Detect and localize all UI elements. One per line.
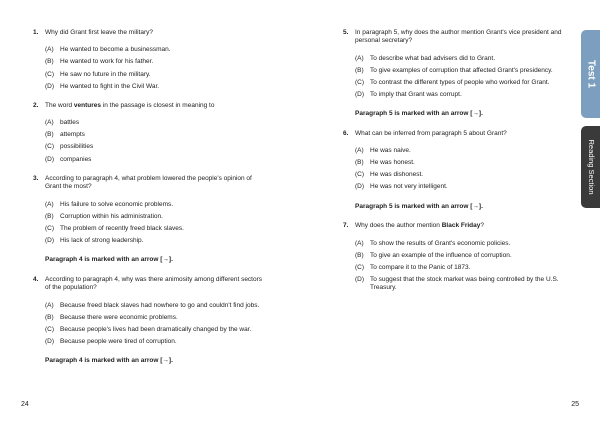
prompt-before: Why does the author mention <box>355 222 442 230</box>
left-question-column <box>33 29 263 377</box>
option-text: To imply that Grant was corrupt. <box>370 90 462 98</box>
question-7 <box>343 222 573 230</box>
option-text: He wanted to become a businessman. <box>60 46 171 54</box>
option-letter: (D) <box>45 155 55 163</box>
option-a[interactable] <box>45 46 263 54</box>
test-tab-label: Test 1 <box>585 59 596 89</box>
question-prompt: In paragraph 5, why does the author mention Grant's vice president and personal secretary? <box>355 29 562 45</box>
vocab-word: ventures <box>73 101 102 109</box>
term-black-friday: Black Friday <box>441 222 481 230</box>
question-prompt: What can be inferred from paragraph 5 about Grant? <box>355 129 507 137</box>
prompt-after: ? <box>480 222 485 230</box>
option-c[interactable] <box>355 79 573 87</box>
section-tab-label: Reading Section <box>586 139 596 195</box>
option-letter: (D) <box>45 236 55 244</box>
option-letter: (B) <box>45 313 54 321</box>
question-number: 2. <box>33 101 39 109</box>
question-3-options <box>45 201 263 246</box>
option-b[interactable] <box>355 67 573 75</box>
option-letter: (C) <box>355 78 365 86</box>
question-2-options <box>45 119 263 164</box>
option-letter: (B) <box>355 159 364 167</box>
test-tab <box>581 30 600 118</box>
option-c[interactable] <box>355 264 573 272</box>
option-text: He was naive. <box>370 147 411 155</box>
option-text: His lack of strong leadership. <box>60 236 144 244</box>
option-c[interactable] <box>355 171 573 179</box>
option-a[interactable] <box>45 201 263 209</box>
question-number: 6. <box>343 129 349 137</box>
option-text: battles <box>60 119 80 127</box>
option-letter: (D) <box>45 82 55 90</box>
option-a[interactable] <box>355 147 573 155</box>
question-1-options <box>45 46 263 91</box>
option-letter: (A) <box>355 239 364 247</box>
question-prompt: According to paragraph 4, what problem lowered the people's opinion of Grant the most? <box>45 174 252 191</box>
option-letter: (C) <box>45 325 55 333</box>
option-text: To describe what bad advisers did to Grant. <box>370 54 496 62</box>
option-b[interactable] <box>45 314 263 322</box>
question-number: 5. <box>343 29 349 36</box>
option-text: Because there were economic problems. <box>60 313 178 321</box>
option-d[interactable] <box>355 91 573 99</box>
option-text: He was honest. <box>370 159 415 167</box>
question-4-options <box>45 302 263 347</box>
option-b[interactable] <box>45 58 263 66</box>
option-b[interactable] <box>355 159 573 167</box>
option-c[interactable] <box>45 225 263 233</box>
option-b[interactable] <box>355 252 573 260</box>
option-text: His failure to solve economic problems. <box>60 200 174 208</box>
question-prompt: Why did Grant first leave the military? <box>45 29 154 36</box>
question-4 <box>33 276 263 293</box>
option-a[interactable] <box>355 240 573 248</box>
option-letter: (A) <box>355 54 364 62</box>
prompt-after: in the passage is closest in meaning to <box>101 101 215 109</box>
prompt-before: The word <box>45 101 74 109</box>
option-letter: (B) <box>355 251 364 259</box>
option-text: He wanted to fight in the Civil War. <box>60 82 160 90</box>
question-1 <box>33 29 263 37</box>
option-text: To compare it to the Panic of 1873. <box>370 263 471 271</box>
option-a[interactable] <box>45 302 263 310</box>
option-a[interactable] <box>45 119 263 127</box>
question-number: 7. <box>343 222 349 230</box>
question-number: 3. <box>33 174 39 182</box>
option-text: To show the results of Grant's economic policies. <box>370 239 511 247</box>
option-letter: (D) <box>45 337 55 345</box>
option-a[interactable] <box>355 55 573 63</box>
option-letter: (C) <box>355 171 365 179</box>
option-letter: (C) <box>45 143 55 151</box>
option-text: Because freed black slaves had nowhere to go and couldn't find jobs. <box>60 301 260 309</box>
page-number: 25 <box>571 401 579 408</box>
option-letter: (A) <box>45 119 54 127</box>
question-6-options <box>355 147 573 192</box>
question-5-options <box>355 55 573 100</box>
option-b[interactable] <box>45 213 263 221</box>
option-text: Corruption within his administration. <box>60 212 163 220</box>
option-text: To suggest that the stock market was being controlled by the U.S. Treasury. <box>370 275 559 292</box>
question-3 <box>33 175 263 192</box>
question-prompt <box>355 222 573 230</box>
option-d[interactable] <box>45 338 263 346</box>
question-6 <box>343 130 573 138</box>
option-letter: (B) <box>355 66 364 74</box>
option-letter: (A) <box>45 200 54 208</box>
option-letter: (A) <box>45 301 54 309</box>
question-5 <box>343 29 573 46</box>
option-letter: (D) <box>355 90 365 98</box>
option-d[interactable] <box>45 156 263 164</box>
question-prompt: According to paragraph 4, why was there animosity among different sectors of the population? <box>45 275 263 292</box>
question-7-options <box>355 240 573 293</box>
option-text: To give an example of the influence of corruption. <box>370 251 512 259</box>
question-2 <box>33 102 263 110</box>
option-c[interactable] <box>45 143 263 151</box>
section-tab <box>581 126 600 208</box>
option-text: companies <box>60 155 92 163</box>
option-d[interactable] <box>355 183 573 191</box>
option-text: possibilities <box>60 143 94 151</box>
question-number: 1. <box>33 29 39 36</box>
option-text: He saw no future in the military. <box>60 70 151 78</box>
option-text: To contrast the different types of people who worked for Grant. <box>370 78 550 86</box>
question-number: 4. <box>33 275 39 283</box>
option-letter: (A) <box>355 147 364 155</box>
option-letter: (B) <box>45 58 54 66</box>
option-c[interactable] <box>45 71 263 79</box>
question-prompt <box>45 102 263 110</box>
option-text: To give examples of corruption that affected Grant's presidency. <box>370 66 553 74</box>
option-d[interactable] <box>45 83 263 91</box>
right-question-column <box>343 29 573 304</box>
option-c[interactable] <box>45 326 263 334</box>
option-text: Because people were tired of corruption. <box>60 337 177 345</box>
option-text: He was not very intelligent. <box>370 183 448 191</box>
option-letter: (C) <box>45 224 55 232</box>
option-d[interactable] <box>45 237 263 245</box>
option-letter: (C) <box>45 70 55 78</box>
paragraph-note: Paragraph 5 is marked with an arrow [→]. <box>355 110 483 118</box>
option-text: Because people's lives had been dramatically changed by the war. <box>60 325 252 333</box>
paragraph-note: Paragraph 4 is marked with an arrow [→]. <box>45 256 173 264</box>
option-text: He wanted to work for his father. <box>60 58 154 66</box>
page-number: 24 <box>21 401 29 408</box>
option-b[interactable] <box>45 131 263 139</box>
paragraph-note: Paragraph 5 is marked with an arrow [→]. <box>355 202 483 210</box>
option-text: He was dishonest. <box>370 171 424 179</box>
right-page <box>300 0 600 426</box>
paragraph-note: Paragraph 4 is marked with an arrow [→]. <box>45 357 173 365</box>
option-letter: (B) <box>45 131 54 139</box>
option-letter: (A) <box>45 46 54 54</box>
option-text: attempts <box>60 131 85 139</box>
option-letter: (D) <box>355 275 365 283</box>
option-letter: (C) <box>355 263 365 271</box>
option-text: The problem of recently freed black slaves. <box>60 224 184 232</box>
option-letter: (D) <box>355 183 365 191</box>
option-letter: (B) <box>45 212 54 220</box>
option-d[interactable] <box>355 276 573 293</box>
